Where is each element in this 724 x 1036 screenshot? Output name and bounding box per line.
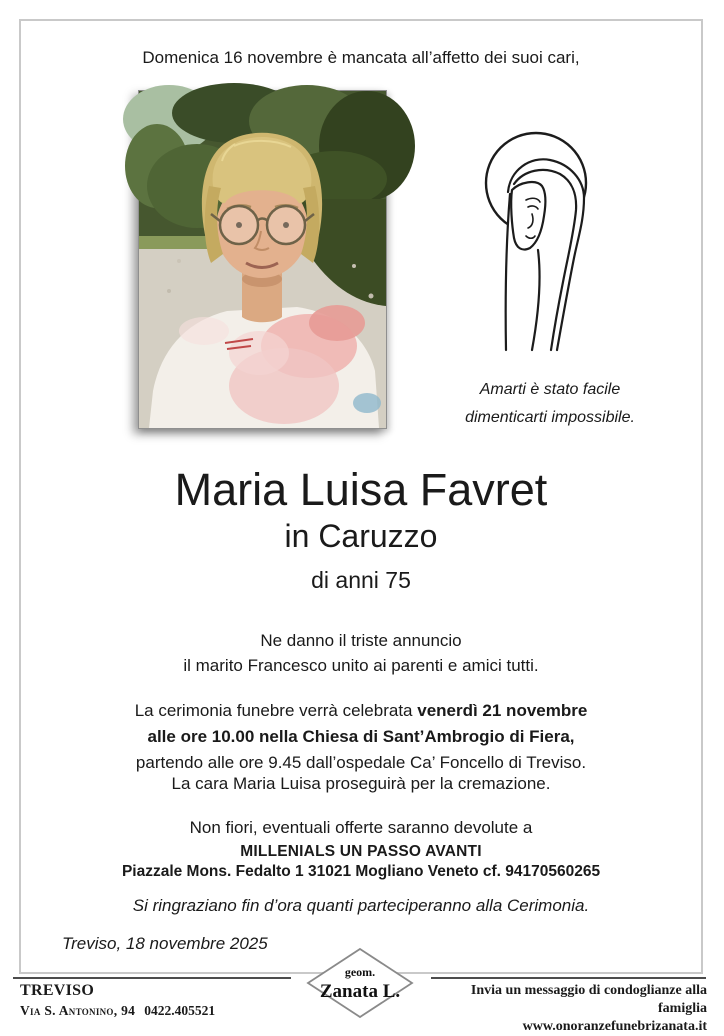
ceremony-paragraph [19, 698, 703, 776]
announcement-line1: Ne danno il triste annuncio [260, 631, 462, 650]
memorial-quote-line1: Amarti è stato facile [479, 381, 621, 398]
footer-office-block [20, 982, 215, 1019]
logo-name-label: Zanata L. [319, 981, 401, 1002]
footer-rule-right [431, 977, 706, 979]
footer-office-phone: 0422.405521 [144, 1003, 216, 1018]
portrait-photo-graphic [139, 91, 386, 428]
ceremony-line2 [19, 724, 703, 750]
portrait-photo [138, 90, 387, 429]
ceremony-line1-regular: La cerimonia funebre verrà celebrata [134, 701, 418, 720]
memorial-quote [430, 376, 670, 432]
thanks-line: Si ringraziano fin d’ora quanti parteciperanno alla Cerimonia. [132, 896, 590, 915]
ceremony-line1 [19, 698, 703, 724]
donations-organization: MILLENIALS UN PASSO AVANTI [240, 843, 482, 860]
deceased-age: di anni 75 [311, 567, 411, 593]
logo-diamond-graphic [307, 948, 413, 1018]
madonna-line-art-icon [480, 132, 595, 352]
announcement-paragraph [19, 628, 703, 678]
deceased-name: Maria Luisa Favret [174, 464, 548, 515]
footer-office-address-line [20, 1003, 215, 1019]
madonna-line-art-graphic [480, 132, 595, 352]
footer-website: www.onoranzefunebrizanata.it [522, 1019, 707, 1034]
intro-line: Domenica 16 novembre è mancata all’affetto dei suoi cari, [142, 48, 580, 67]
footer-office-city: TREVISO [20, 982, 95, 999]
memorial-quote-line2: dimenticarti impossibile. [465, 409, 635, 426]
donations-address: Piazzale Mons. Fedalto 1 31021 Mogliano Veneto cf. 94170560265 [121, 863, 601, 880]
ceremony-line2-bold: alle ore 10.00 nella Chiesa di Sant’Ambrogio di Fiera, [147, 727, 575, 746]
logo-diamond-icon [307, 948, 413, 1018]
donations-intro: Non fiori, eventuali offerte saranno devolute a [189, 818, 533, 837]
footer-condolence-block [430, 982, 707, 1036]
footer-condolence-line: Invia un messaggio di condoglianze alla famiglia [470, 983, 707, 1016]
dateline: Treviso, 18 novembre 2025 [62, 934, 268, 953]
footer-office-address: Via S. Antonino, 94 [20, 1003, 136, 1018]
cremation-line: La cara Maria Luisa proseguirà per la cremazione. [171, 774, 551, 793]
announcement-line2: il marito Francesco unito ai parenti e amici tutti. [183, 656, 539, 675]
footer-rule-left [13, 977, 291, 979]
ceremony-line1-bold: venerdì 21 novembre [417, 701, 588, 720]
ceremony-line3: partendo alle ore 9.45 dall’ospedale Ca’ Foncello di Treviso. [135, 753, 587, 772]
deceased-married-name: in Caruzzo [284, 518, 438, 554]
logo-profession-label: geom. [344, 965, 376, 979]
